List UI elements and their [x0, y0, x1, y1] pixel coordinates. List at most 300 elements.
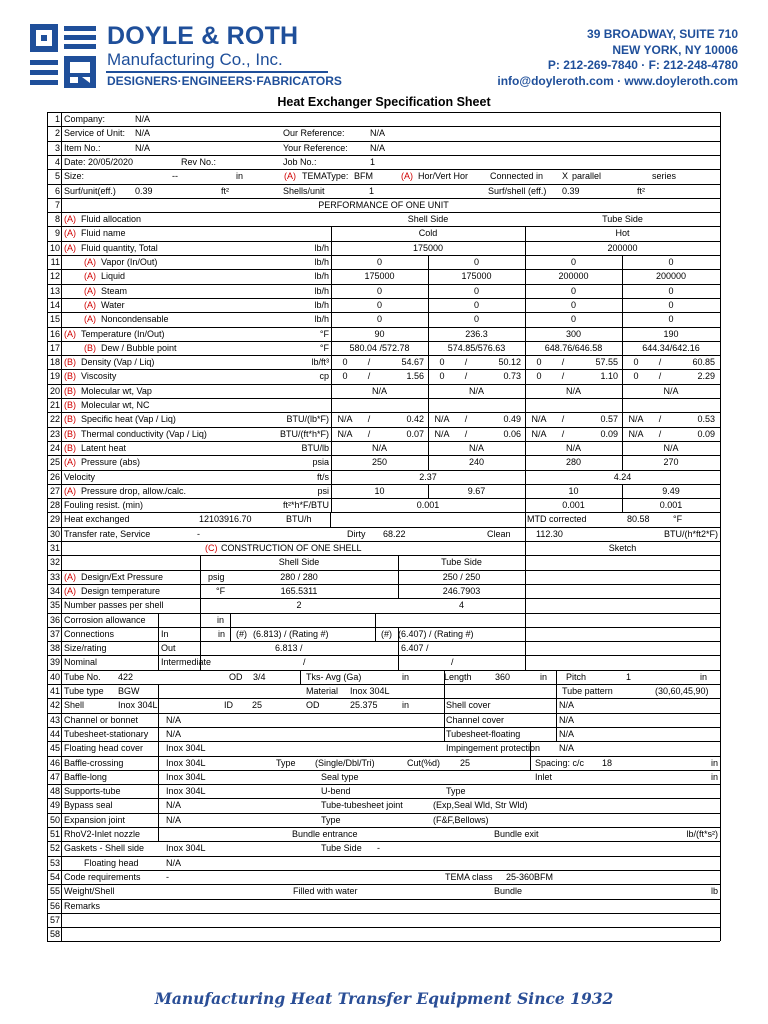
spec-cell: 4	[458, 600, 464, 611]
grid-rule	[47, 198, 720, 199]
spec-cell: (B)	[64, 357, 76, 368]
grid-rule	[47, 341, 720, 342]
spec-cell: ft²*h*F/BTU	[282, 500, 329, 511]
spec-cell: Inox 304L	[166, 786, 206, 797]
row-number: 13	[49, 285, 60, 296]
spec-cell: BTU/lb	[301, 442, 329, 453]
spec-cell: 10	[568, 485, 579, 496]
row-number: 35	[49, 600, 60, 611]
spec-cell: 0	[342, 371, 348, 382]
grid-rule	[330, 512, 331, 526]
spec-cell: Liquid	[101, 271, 126, 282]
spec-cell: 0.07	[406, 428, 424, 439]
grid-rule	[47, 870, 720, 871]
spec-cell: Code requirements	[64, 871, 141, 882]
spec-cell: 0	[633, 357, 639, 368]
spec-cell: BTU/(ft*h*F)	[279, 428, 329, 439]
grid-rule	[720, 112, 721, 941]
spec-cell: N/A	[166, 800, 182, 811]
spec-cell: 240	[468, 457, 485, 468]
spec-cell: Velocity	[64, 471, 96, 482]
spec-cell: Number passes per shell	[64, 600, 164, 611]
spec-cell: (A)	[84, 271, 96, 282]
spec-cell: (B)	[84, 342, 96, 353]
spec-cell: 2.37	[419, 471, 437, 482]
spec-cell: CONSTRUCTION OF ONE SHELL	[221, 543, 362, 553]
spec-cell: 0	[473, 257, 479, 267]
spec-cell: N/A	[337, 414, 353, 425]
spec-cell: lb/h	[314, 271, 329, 282]
spec-cell: 280 / 280	[280, 571, 318, 582]
row-number: 39	[49, 657, 60, 668]
spec-cell: Type	[276, 757, 296, 768]
spec-cell: Company:	[64, 114, 106, 124]
row-number: 18	[49, 357, 60, 368]
spec-cell: 190	[663, 328, 679, 339]
spec-cell: N/A	[628, 414, 644, 425]
spec-cell: N/A	[565, 442, 581, 453]
spec-cell: (A)	[284, 171, 296, 182]
spec-cell: ID	[224, 700, 233, 711]
spec-cell: (B)	[64, 400, 76, 410]
spec-cell: 0	[536, 371, 542, 382]
row-number: 46	[49, 757, 60, 768]
row-number: 9	[54, 228, 60, 239]
spec-cell: Transfer rate, Service	[64, 528, 151, 539]
spec-cell: Size/rating	[64, 643, 107, 654]
row-number: 40	[49, 671, 60, 682]
grid-rule	[47, 555, 720, 556]
grid-rule	[47, 899, 720, 900]
grid-rule	[47, 255, 720, 256]
spec-cell: lb/h	[314, 299, 329, 310]
row-number: 26	[49, 471, 60, 482]
spec-cell: (A)	[64, 242, 76, 253]
row-number: 19	[49, 371, 60, 382]
spec-cell: in	[217, 614, 225, 625]
spec-cell: Tube pattern	[562, 686, 613, 696]
spec-cell: Tube type	[64, 686, 104, 696]
grid-rule	[47, 684, 720, 685]
spec-cell: Tubesheet-stationary	[64, 728, 149, 739]
row-number: 53	[49, 857, 60, 868]
grid-rule	[47, 570, 720, 571]
spec-cell: (A)	[84, 257, 96, 267]
spec-cell: 0	[536, 357, 542, 368]
spec-cell: 300	[565, 328, 582, 339]
spec-cell: 280	[565, 457, 582, 468]
spec-cell: /	[367, 414, 371, 425]
row-number: 14	[49, 299, 60, 310]
grid-rule	[230, 613, 231, 642]
grid-rule	[47, 484, 720, 485]
spec-cell: Specific heat (Vap / Liq)	[81, 414, 176, 425]
spec-cell: °F	[319, 342, 329, 353]
spec-cell: 246.7903	[442, 585, 481, 596]
spec-cell: 1	[369, 185, 375, 196]
row-number: 23	[49, 428, 60, 439]
row-number: 17	[49, 342, 60, 353]
spec-cell: in	[402, 671, 410, 682]
spec-cell: Heat exchanged	[64, 514, 130, 525]
spec-cell: N/A	[166, 714, 182, 725]
spec-cell: Molecular wt, Vap	[81, 385, 152, 396]
spec-cell: N/A	[371, 442, 387, 453]
spec-cell: 0	[439, 357, 445, 368]
spec-cell: 175000	[461, 271, 492, 282]
row-number: 32	[49, 557, 60, 568]
grid-rule	[525, 512, 526, 526]
grid-rule	[47, 598, 720, 599]
row-number: 2	[54, 128, 60, 139]
grid-rule	[47, 941, 720, 942]
spec-cell: PERFORMANCE OF ONE UNIT	[318, 199, 449, 210]
spec-cell: Baffle-long	[64, 771, 107, 782]
spec-cell: Bundle	[494, 886, 523, 897]
spec-cell: 0	[570, 285, 576, 296]
row-number: 22	[49, 414, 60, 425]
row-number: 42	[49, 700, 60, 711]
spec-cell: Fluid allocation	[81, 214, 142, 225]
spec-cell: lb/h	[314, 242, 329, 253]
row-number: 33	[49, 571, 60, 582]
spec-cell: 6.813 /	[275, 643, 303, 654]
spec-cell: Connections	[64, 628, 115, 639]
row-number: 21	[49, 400, 60, 410]
row-number: 56	[49, 900, 60, 911]
spec-cell: °F	[216, 585, 226, 596]
spec-cell: Tube Side	[602, 214, 643, 225]
spec-cell: 0.001	[659, 500, 683, 511]
spec-cell: Pressure (abs)	[81, 457, 141, 468]
row-number: 3	[54, 142, 60, 153]
spec-cell: 0	[668, 314, 674, 325]
spec-cell: (A)	[64, 585, 76, 596]
spec-cell: In	[161, 628, 169, 639]
spec-cell: (A)	[84, 299, 96, 310]
spec-cell: /	[303, 657, 306, 668]
spec-cell: Material	[306, 686, 339, 696]
spec-cell: 0.39	[562, 185, 580, 196]
spec-cell: N/A	[135, 114, 151, 124]
spec-cell: /	[561, 414, 565, 425]
spec-cell: (#)	[236, 628, 247, 639]
row-number: 28	[49, 500, 60, 511]
spec-cell: Type	[446, 786, 466, 797]
spec-cell: 0.001	[562, 500, 585, 511]
company-subtitle: Manufacturing Co., Inc.	[107, 50, 283, 69]
grid-rule	[556, 684, 557, 741]
spec-cell: (A)	[64, 485, 76, 496]
spec-cell: 0	[376, 299, 382, 310]
spec-cell: /	[658, 414, 662, 425]
grid-rule	[428, 484, 429, 498]
spec-cell: Temperature (In/Out)	[81, 328, 165, 339]
spec-cell: (A)	[64, 457, 76, 468]
spec-cell: °F	[673, 514, 683, 525]
spec-cell: Job No.:	[283, 156, 317, 167]
row-number: 37	[49, 628, 60, 639]
spec-cell: lb	[710, 886, 718, 897]
address-line-1: 39 BROADWAY, SUITE 710	[587, 27, 738, 41]
spec-cell: 200000	[558, 271, 589, 282]
spec-cell: 25	[252, 700, 263, 711]
spec-cell: Channel or bonnet	[64, 714, 139, 725]
grid-rule	[47, 670, 720, 671]
spec-cell: Shell cover	[446, 700, 491, 711]
grid-rule	[622, 484, 623, 513]
spec-cell: 165.5311	[280, 585, 318, 596]
grid-rule	[47, 455, 720, 456]
grid-rule	[47, 126, 720, 127]
grid-rule	[47, 355, 720, 356]
row-number: 27	[49, 485, 60, 496]
row-number: 25	[49, 457, 60, 468]
spec-cell: N/A	[371, 385, 387, 396]
row-number: 20	[49, 385, 60, 396]
grid-rule	[200, 555, 201, 669]
grid-rule	[47, 512, 720, 513]
spec-cell: Baffle-crossing	[64, 757, 124, 768]
spec-cell: Inox 304L	[166, 743, 206, 754]
spec-cell: 250	[371, 457, 388, 468]
grid-rule	[47, 184, 720, 185]
spec-cell: in	[710, 771, 718, 782]
spec-cell: Connected in	[490, 171, 544, 182]
grid-rule	[47, 584, 720, 585]
spec-cell: Length	[444, 671, 472, 682]
spec-cell: (#)	[381, 628, 392, 639]
spec-cell: (A)	[64, 228, 76, 239]
row-number: 10	[49, 242, 60, 253]
spec-cell: Cold	[418, 228, 438, 239]
spec-cell: /	[464, 371, 468, 382]
spec-cell: 10	[374, 485, 385, 496]
grid-rule	[47, 369, 720, 370]
spec-cell: Density (Vap / Liq)	[81, 357, 155, 368]
grid-rule	[47, 212, 720, 213]
row-number: 38	[49, 643, 60, 654]
spec-cell: (B)	[64, 371, 76, 382]
spec-cell: Tube-tubesheet joint	[321, 800, 403, 811]
spec-cell: 0.06	[503, 428, 521, 439]
spec-cell: Floating head	[84, 857, 139, 868]
spec-cell: 0	[376, 285, 382, 296]
spec-cell: N/A	[663, 385, 679, 396]
spec-cell: N/A	[559, 743, 575, 754]
spec-cell: 270	[663, 457, 679, 468]
spec-cell: Supports-tube	[64, 786, 121, 797]
spec-cell: Your Reference:	[283, 142, 348, 153]
grid-rule	[47, 927, 720, 928]
spec-cell: 360	[495, 671, 511, 682]
row-number: 36	[49, 614, 60, 625]
spec-cell: Fluid name	[81, 228, 126, 239]
spec-cell: TEMAType:	[302, 171, 349, 182]
spec-cell: N/A	[434, 414, 450, 425]
company-tagline: DESIGNERS·ENGINEERS·FABRICATORS	[107, 74, 342, 88]
spec-cell: in	[218, 628, 226, 639]
spec-cell: Expansion joint	[64, 814, 126, 825]
spec-cell: 250 / 250	[442, 571, 481, 582]
spec-cell: (Single/Dbl/Tri)	[315, 757, 375, 768]
spec-cell: Nominal	[64, 657, 98, 668]
spec-cell: 9.67	[467, 485, 486, 496]
spec-cell: --	[172, 171, 178, 182]
spec-cell: BTU/(h*ft2*F)	[663, 528, 718, 539]
spec-cell: 648.76/646.58	[544, 342, 603, 353]
spec-cell: 57.55	[595, 357, 618, 368]
spec-cell: (6.813) / (Rating #)	[253, 628, 329, 639]
grid-rule	[47, 398, 720, 399]
spec-cell: Shells/unit	[283, 185, 325, 196]
row-number: 45	[49, 743, 60, 754]
spec-cell: N/A	[468, 385, 484, 396]
row-number: 54	[49, 871, 60, 882]
grid-rule	[398, 627, 399, 670]
address-line-2: NEW YORK, NY 10006	[612, 42, 738, 57]
grid-rule	[61, 112, 62, 941]
grid-rule	[47, 169, 720, 170]
spec-cell: 580.04 /572.78	[349, 342, 410, 353]
grid-rule	[47, 784, 720, 785]
spec-cell: 0	[376, 257, 382, 267]
row-number: 16	[49, 328, 60, 339]
spec-cell: 9.49	[662, 485, 680, 496]
phone-fax: P: 212-269-7840 · F: 212-248-4780	[547, 58, 738, 72]
spec-cell: Bundle entrance	[292, 829, 358, 839]
spec-cell: 6.407 /	[401, 643, 429, 654]
grid-rule	[47, 441, 720, 442]
spec-cell: Intermediate	[161, 657, 212, 668]
grid-rule	[444, 684, 445, 741]
grid-rule	[47, 498, 720, 499]
row-number: 31	[49, 543, 60, 553]
spec-cell: Type	[321, 814, 341, 825]
spec-cell: /	[367, 371, 371, 382]
grid-rule	[47, 112, 48, 941]
spec-cell: 0.39	[135, 185, 153, 196]
spec-cell: Channel cover	[446, 714, 505, 725]
email-web: info@doyleroth.com · www.doyleroth.com	[497, 73, 738, 88]
spec-cell: (A)	[64, 214, 76, 225]
row-number: 29	[49, 514, 60, 525]
spec-cell: 0	[473, 314, 479, 325]
spec-cell: (A)	[84, 314, 96, 325]
spec-cell: 0	[570, 257, 576, 267]
spec-cell: BGW	[118, 686, 140, 696]
spec-cell: 12103916.70	[199, 514, 252, 525]
spec-cell: lb/h	[314, 285, 329, 296]
spec-cell: (A)	[84, 285, 96, 296]
row-number: 34	[49, 585, 60, 596]
row-number: 49	[49, 800, 60, 811]
spec-cell: in	[540, 671, 548, 682]
spec-cell: /	[464, 428, 468, 439]
spec-cell: N/A	[370, 128, 386, 139]
grid-rule	[525, 527, 526, 670]
grid-rule	[47, 226, 720, 227]
grid-rule	[47, 284, 720, 285]
spec-cell: Pressure drop, allow./calc.	[81, 485, 187, 496]
spec-cell: 0.53	[697, 414, 715, 425]
spec-cell: Bypass seal	[64, 800, 113, 811]
grid-rule	[47, 241, 720, 242]
spec-cell: BFM	[354, 171, 373, 182]
spec-cell: 200000	[607, 242, 638, 253]
spec-cell: Design/Ext Pressure	[81, 571, 164, 582]
spec-cell: lb/(ft*s²)	[686, 829, 718, 839]
grid-rule	[47, 627, 720, 628]
spec-cell: Our Reference:	[283, 128, 345, 139]
spec-cell: (B)	[64, 385, 76, 396]
grid-rule	[530, 741, 531, 770]
spec-cell: psi	[317, 485, 329, 496]
grid-rule	[47, 827, 720, 828]
spec-cell: 1.10	[600, 371, 618, 382]
spec-cell: Water	[101, 299, 125, 310]
spec-cell: Inox 304L	[166, 843, 206, 854]
spec-cell: Shell	[64, 700, 85, 711]
spec-cell: Inox 304L	[118, 700, 158, 711]
spec-cell: Dirty	[347, 528, 366, 539]
row-number: 58	[49, 929, 60, 940]
spec-cell: psig	[208, 571, 225, 582]
spec-cell: 18	[602, 757, 613, 768]
spec-cell: (Exp,Seal Wld, Str Wld)	[433, 800, 528, 811]
spec-cell: (A)	[64, 328, 76, 339]
row-number: 43	[49, 714, 60, 725]
spec-cell: X	[562, 171, 569, 182]
spec-cell: in	[700, 671, 708, 682]
grid-rule	[47, 856, 720, 857]
spec-cell: -	[197, 528, 200, 539]
spec-cell: lb/h	[314, 314, 329, 325]
grid-rule	[47, 541, 720, 542]
spec-cell: Tks- Avg (Ga)	[306, 671, 362, 682]
spec-cell: Remarks	[64, 900, 101, 911]
spec-cell: 0	[473, 299, 479, 310]
row-number: 55	[49, 886, 60, 897]
spec-cell: 25	[460, 757, 471, 768]
row-number: 41	[49, 686, 60, 696]
grid-rule	[47, 427, 720, 428]
sheet-title: Heat Exchanger Specification Sheet	[277, 95, 491, 109]
grid-rule	[525, 498, 526, 512]
spec-cell: 0.001	[416, 500, 440, 511]
spec-cell: N/A	[434, 428, 450, 439]
spec-cell: 175000	[412, 242, 444, 253]
spec-cell: Steam	[101, 285, 128, 296]
spec-cell: 80.58	[627, 514, 650, 525]
spec-cell: /	[561, 371, 565, 382]
spec-cell: /	[658, 371, 662, 382]
grid-rule	[47, 727, 720, 728]
spec-cell: N/A	[531, 428, 547, 439]
spec-cell: 0.09	[697, 428, 715, 439]
spec-cell: Clean	[487, 528, 511, 539]
spec-cell: OD	[306, 700, 320, 711]
spec-cell: Pitch	[566, 671, 587, 682]
grid-rule	[375, 613, 376, 642]
spec-cell: 0	[668, 257, 674, 267]
spec-cell: ft²	[221, 185, 229, 196]
spec-cell: (F&F,Bellows)	[433, 814, 489, 825]
spec-cell: 1.56	[406, 371, 424, 382]
spec-cell: Weight/Shell	[64, 886, 115, 897]
spec-cell: °F	[319, 328, 329, 339]
spec-cell: 54.67	[401, 357, 424, 368]
